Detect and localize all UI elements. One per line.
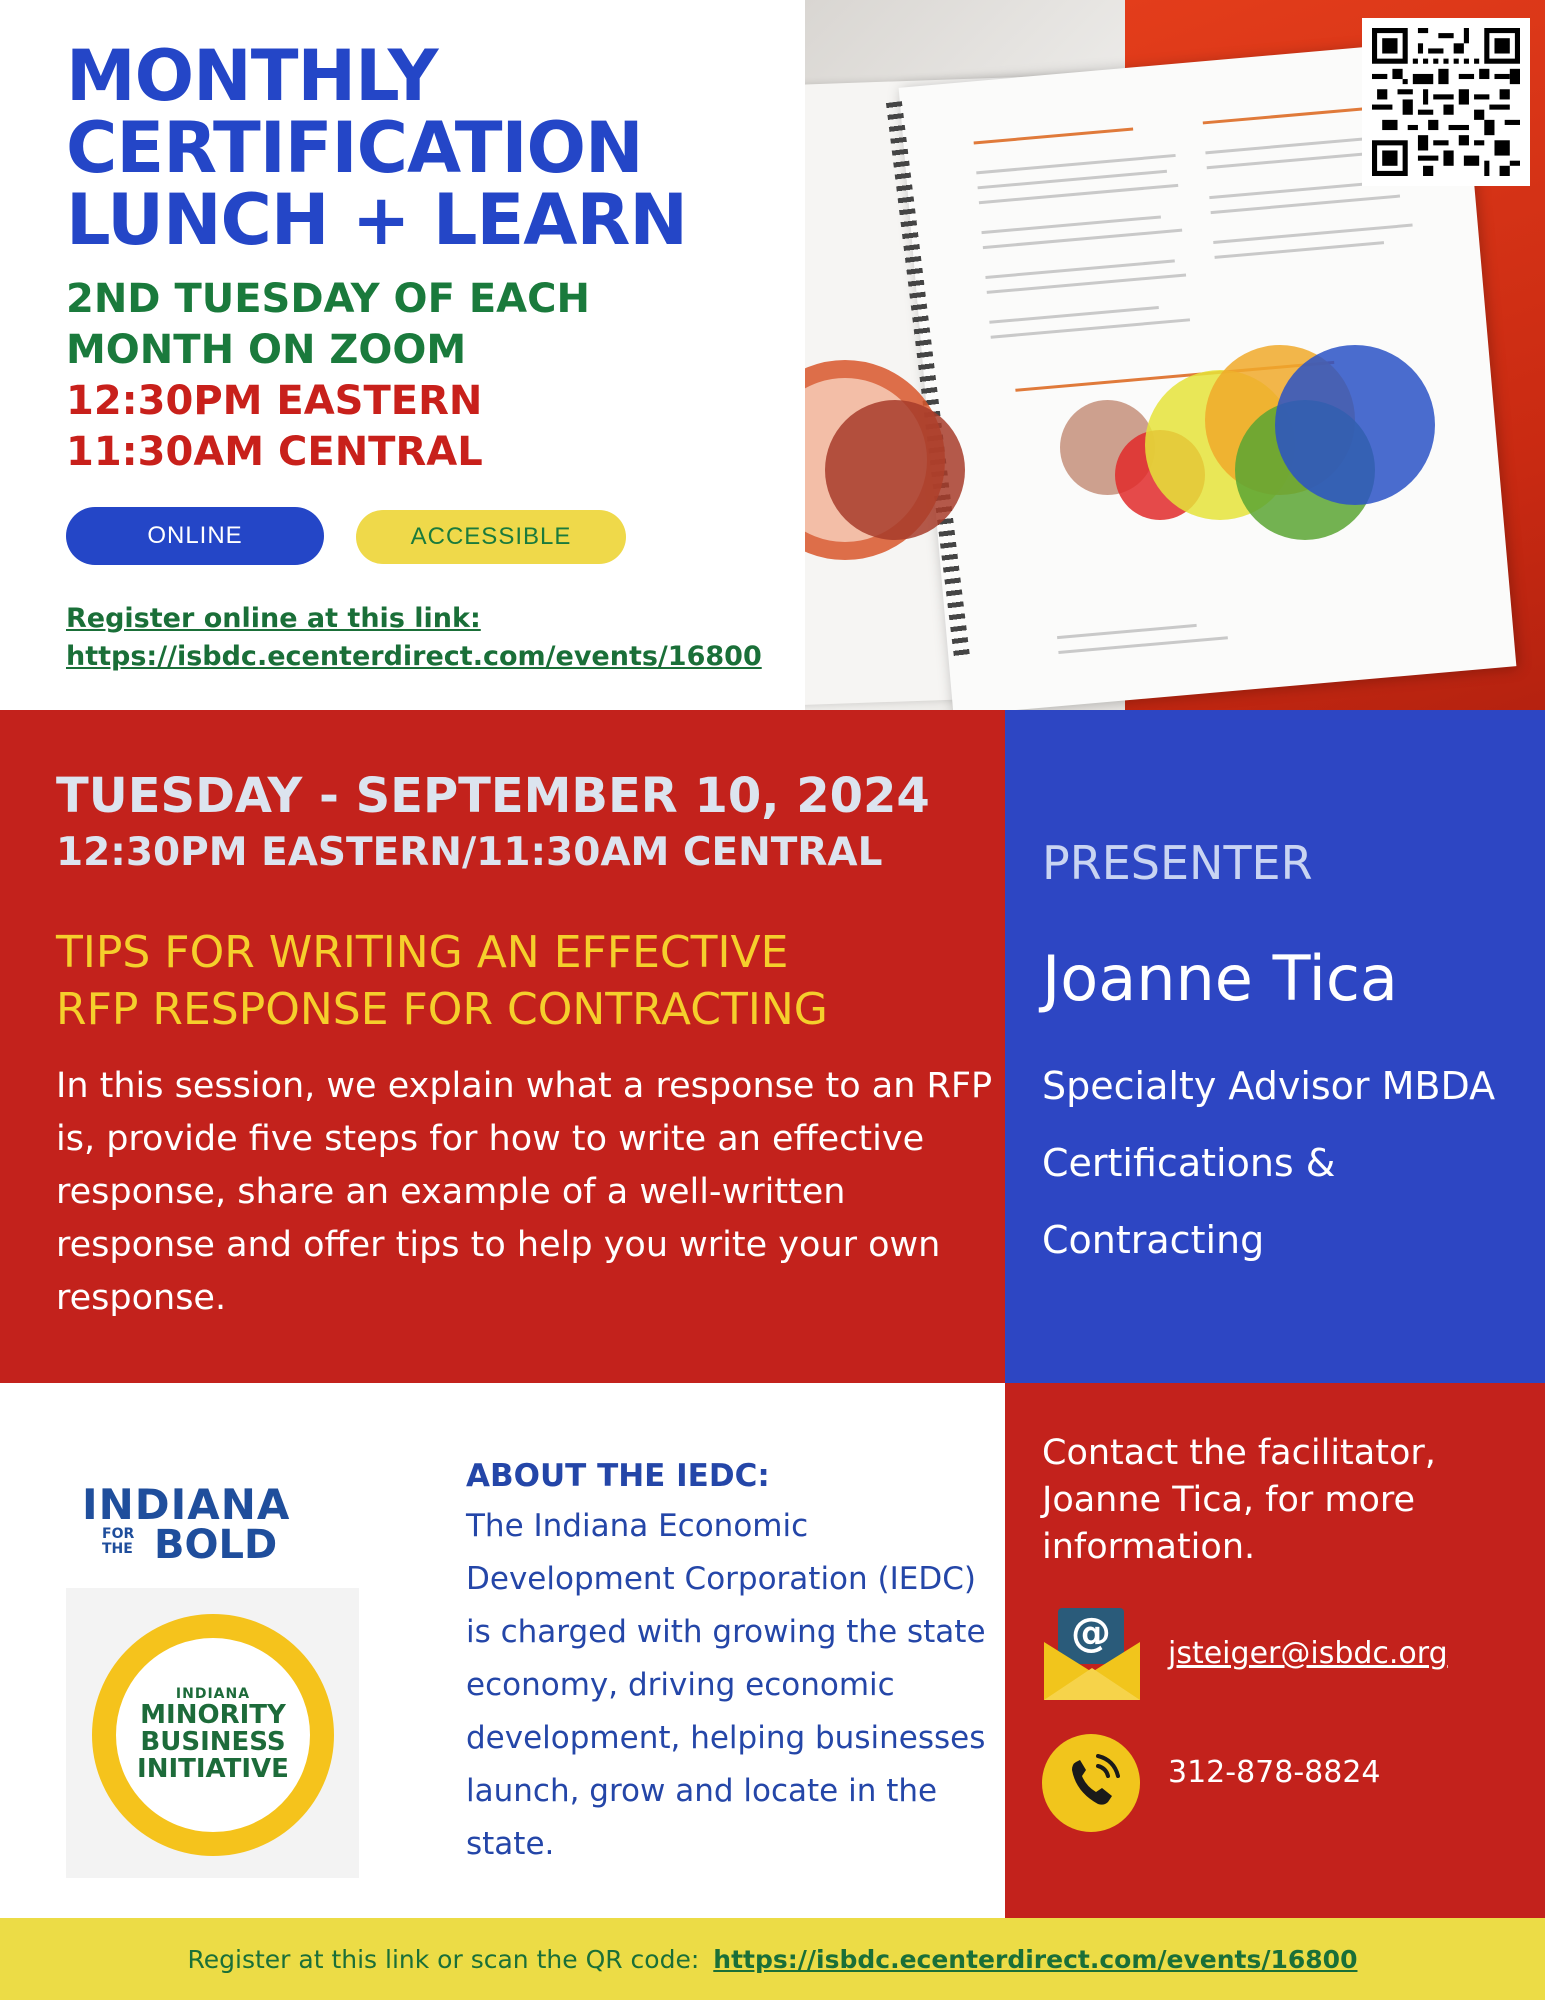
flyer-title xyxy=(66,35,786,261)
register-block xyxy=(66,600,762,676)
logo-bold-text: BOLD xyxy=(154,1522,278,1568)
contact-email-link[interactable]: jsteiger@isbdc.org xyxy=(1168,1636,1448,1671)
online-badge: ONLINE xyxy=(66,507,324,565)
footer-text: Register at this link or scan the QR code: xyxy=(187,1944,700,1974)
event-description: In this session, we explain what a response to an RFP is, provide five steps for how to write an effective response, share an example of a well-written response and offer tips to help you write your own response. xyxy=(56,1066,993,1318)
accessible-badge: ACCESSIBLE xyxy=(356,510,626,564)
svg-text:@: @ xyxy=(1071,1610,1111,1656)
presenter-name: Joanne Tica xyxy=(1042,942,1398,1015)
title-line-1: MONTHLY xyxy=(66,35,438,117)
schedule-line-2: MONTH ON ZOOM xyxy=(66,327,467,373)
logo-mbi-indiana: INDIANA xyxy=(175,1686,251,1702)
logo-for-the-text xyxy=(102,1527,134,1557)
about-heading: ABOUT THE IEDC: xyxy=(466,1458,770,1494)
blue-circle-graphic xyxy=(1275,345,1435,505)
phone-icon xyxy=(1042,1734,1140,1832)
logo-mbi-text xyxy=(116,1686,310,1783)
event-date: TUESDAY - SEPTEMBER 10, 2024 xyxy=(56,768,930,824)
title-line-2: CERTIFICATION xyxy=(66,107,643,189)
event-topic xyxy=(56,924,996,1038)
register-label: Register online at this link: xyxy=(66,603,481,634)
time-central: 11:30AM CENTRAL xyxy=(66,429,483,475)
email-icon xyxy=(1042,1602,1142,1702)
about-body: The Indiana Economic Development Corporation (IEDC) is charged with growing the state economy, driving economic development, helping businesses launch, grow and locate in the state. xyxy=(466,1508,986,1862)
qr-code[interactable] xyxy=(1362,18,1530,186)
footer-register-link[interactable]: https://isbdc.ecenterdirect.com/events/16800 xyxy=(713,1944,1358,1974)
contact-phone[interactable]: 312-878-8824 xyxy=(1168,1755,1381,1790)
schedule-line-1: 2ND TUESDAY OF EACH xyxy=(66,276,590,322)
logo-mbi-business: BUSINESS xyxy=(140,1727,286,1757)
logo-mbi-initiative: INITIATIVE xyxy=(137,1754,289,1784)
logo-mbi-minority: MINORITY xyxy=(140,1700,286,1730)
logo-the-text: THE xyxy=(102,1541,133,1557)
register-link[interactable]: https://isbdc.ecenterdirect.com/events/16800 xyxy=(66,641,762,672)
logo-indiana-text: INDIANA xyxy=(82,1480,291,1529)
footer-bar xyxy=(0,1918,1545,2000)
presenter-title: Specialty Advisor MBDA Certifications & Contracting xyxy=(1042,1064,1496,1262)
title-line-3: LUNCH + LEARN xyxy=(66,179,687,261)
event-topic-line-1: TIPS FOR WRITING AN EFFECTIVE xyxy=(56,927,789,978)
logo-for-text: FOR xyxy=(102,1526,135,1542)
presenter-panel xyxy=(1005,710,1545,1383)
time-eastern: 12:30PM EASTERN xyxy=(66,378,483,424)
presenter-label: PRESENTER xyxy=(1042,836,1313,890)
indiana-for-the-bold-logo xyxy=(82,1480,347,1568)
event-time: 12:30PM EASTERN/11:30AM CENTRAL xyxy=(56,830,883,875)
contact-text: Contact the facilitator, Joanne Tica, for more information. xyxy=(1042,1433,1436,1567)
schedule-block xyxy=(66,274,786,478)
event-topic-line-2: RFP RESPONSE FOR CONTRACTING xyxy=(56,984,828,1035)
qr-code-icon xyxy=(1372,28,1520,176)
red-circle-graphic xyxy=(825,400,965,540)
